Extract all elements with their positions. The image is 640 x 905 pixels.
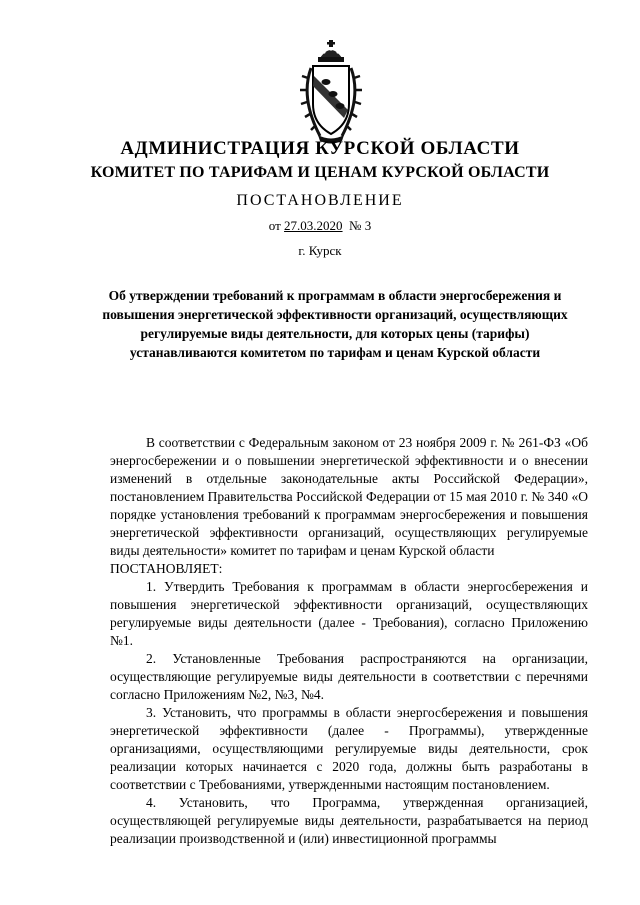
preamble-paragraph: В соответствии с Федеральным законом от 23 ноября 2009 г. № 261-ФЗ «Об энергосбережении и о повышении энергетической эффективности и о внесении изменений в отдельные законодательные акты Российской Федерации», постановлением Правительства Российской Федерации от 15 мая 2010 г. № 340 «О порядке установления требований к программам энергосбережения и повышения энергетической эффективности организаций, осуществляющих регулируемые виды деятельности» комитет по тарифам и ценам Курской области [110,435,588,558]
date-line [0,218,640,234]
list-item: 2. Установленные Требования распространяются на организации, осуществляющие регулируемые виды деятельности в соответствии с перечнями согласно Приложениям №2, №3, №4. [110,651,588,702]
document-date: 27.03.2020 [284,218,343,233]
date-prefix: от [268,218,285,233]
document-city: г. Курск [298,243,342,258]
resolves-heading: ПОСТАНОВЛЯЕТ: [110,561,223,576]
organization-name: АДМИНИСТРАЦИЯ КУРСКОЙ ОБЛАСТИ [120,138,520,159]
document-type: ПОСТАНОВЛЕНИЕ [236,192,404,209]
list-item: 3. Установить, что программы в области энергосбережения и повышения энергетической эффективности (далее - Программы), утвержденные организациями, осуществляющими регулируемые виды деятельности, срок реализации которых начинается с 2020 года, должны быть разработаны в соответствии с Требованиями, утвержденными настоящим постановлением. [110,705,588,792]
coat-of-arms-icon [296,38,366,146]
list-item: 1. Утвердить Требования к программам в области энергосбережения и повышения энергетической эффективности организаций, осуществляющих регулируемые виды деятельности (далее - Требования), согласно Приложению №1. [110,579,588,648]
committee-name: КОМИТЕТ ПО ТАРИФАМ И ЦЕНАМ КУРСКОЙ ОБЛАСТИ [90,164,550,181]
document-number: № 3 [349,218,372,233]
document-body [110,434,588,848]
document-title: Об утверждении требований к программам в области энергосбережения и повышения энергетической эффективности организаций, осуществляющих регулируемые виды деятельности, для которых цены (тарифы) устанавливаются комитетом по тарифам и ценам Курской области [102,288,568,360]
list-item: 4. Установить, что Программа, утвержденная организацией, осуществляющей регулируемые виды деятельности, разрабатывается на период реализации производственной и (или) инвестиционной программы [110,795,588,846]
